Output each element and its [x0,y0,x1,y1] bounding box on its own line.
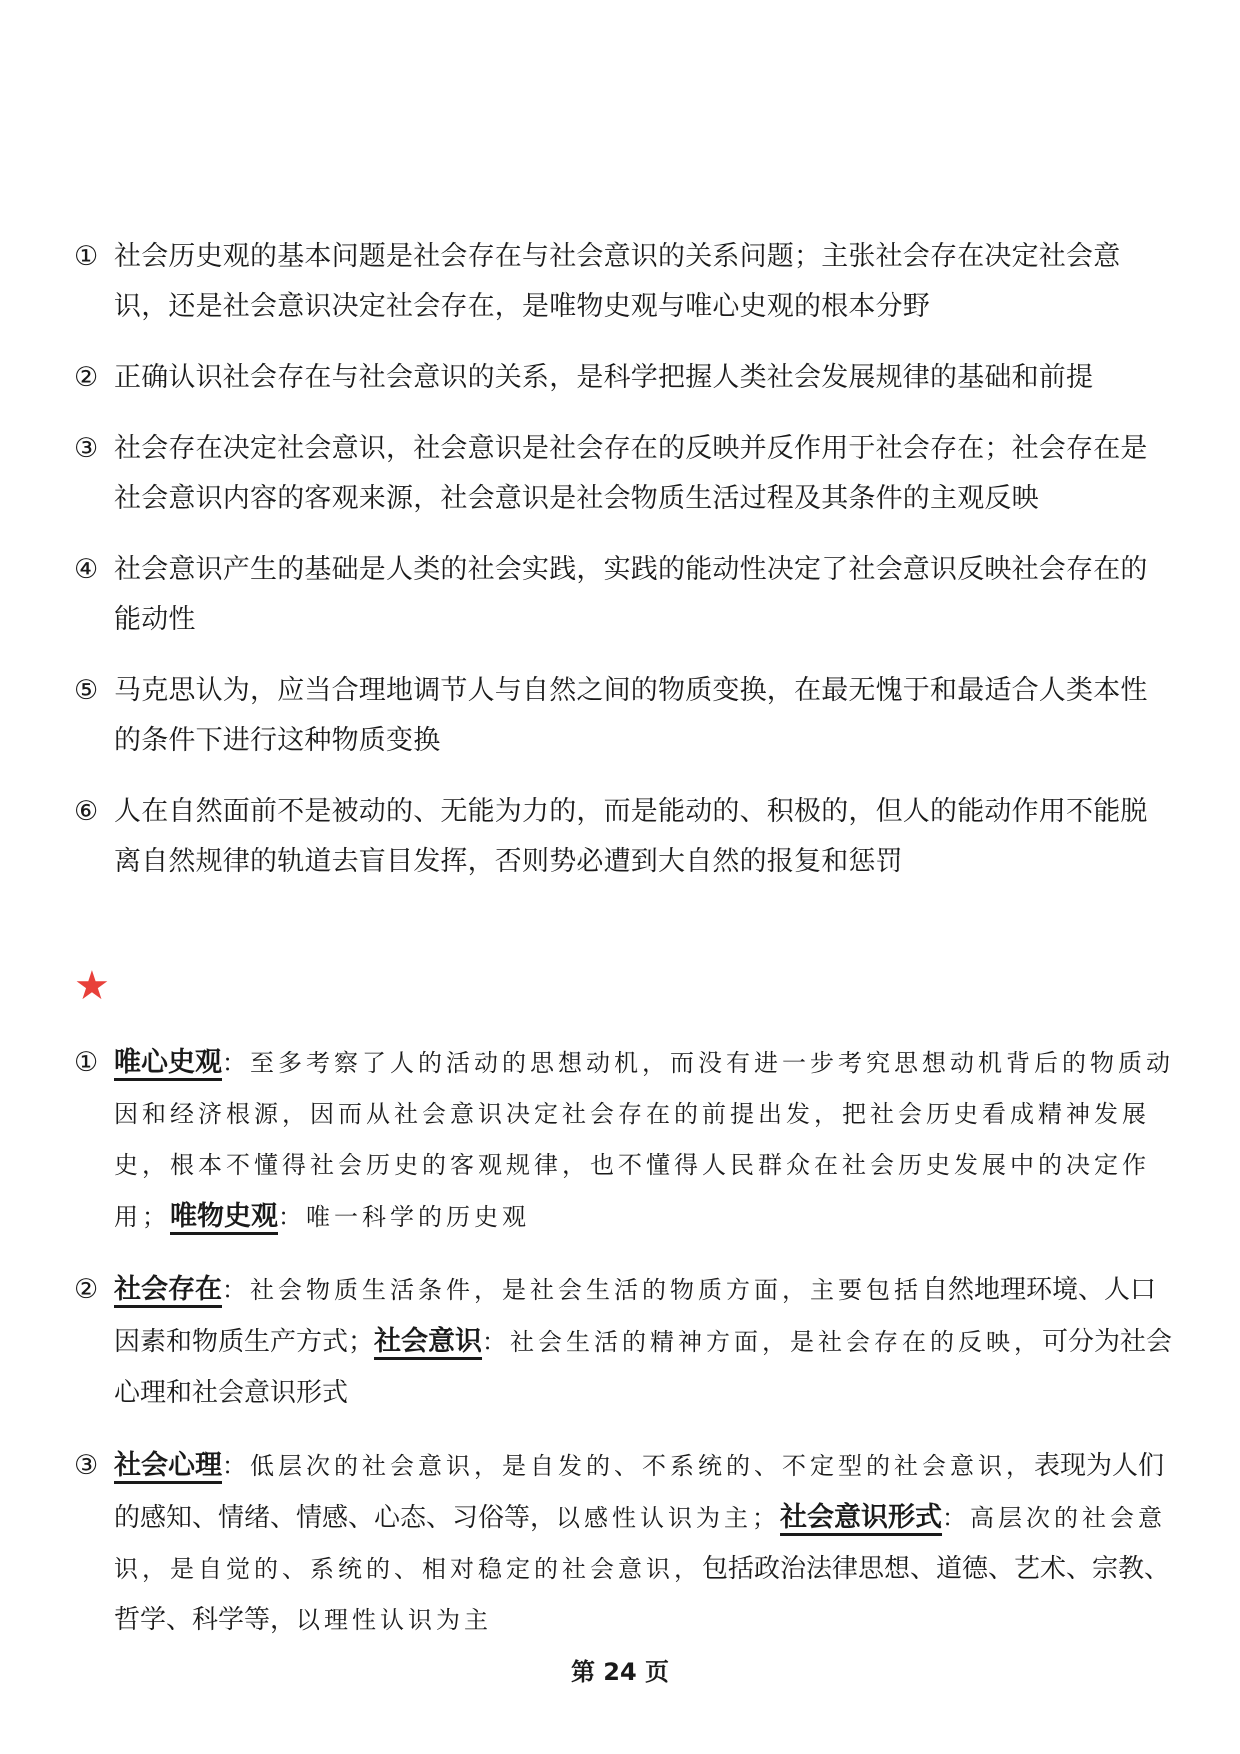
colon: ： [482,1328,511,1356]
item-text: 马克思认为，应当合理地调节人与自然之间的物质变换，在最无愧于和最适合人类本性的条件下进行这种物质变换 [114,675,1148,756]
definition-text: 低层次的社会意识，是自发的、不系统的、不定型的社会意识， [250,1452,1034,1480]
definitions-list [74,1037,1174,1667]
term-social-existence: 社会存在 [114,1274,222,1305]
definition-text: 包括政治法律思想、道德、艺术、宗教、哲学、科学等， [114,1554,1171,1635]
list-item [74,545,1174,645]
item-text: 正确认识社会存在与社会意识的关系，是科学把握人类社会发展规律的基础和前提 [114,362,1094,393]
definition-text: 社会物质生活条件，是社会生活的物质方面，主要包括 [250,1276,922,1304]
item-number: ① [74,241,99,272]
colon: ： [222,1276,250,1304]
definition-text: 唯一科学的历史观 [306,1203,530,1231]
colon: ： [222,1049,250,1077]
item-number: ③ [74,1450,99,1481]
definition-text: 表现为人们的感知、情绪、情感、心态、习俗等， [114,1451,1165,1533]
list-item [74,666,1174,766]
item-number: ④ [74,554,99,585]
item-number: ③ [74,433,99,464]
definition-item [74,1264,1174,1419]
item-number: ⑥ [74,796,99,827]
list-item [74,353,1174,403]
definition-text: 自然地理环境、人口因素和物质生产方式； [114,1275,1157,1357]
list-item [74,787,1174,887]
colon: ： [942,1504,971,1532]
definition-text: 以理性认识为主 [296,1606,493,1634]
item-number: ② [74,362,99,393]
item-text: 人在自然面前不是被动的、无能为力的，而是能动的、积极的，但人的能动作用不能脱离自然规律的轨道去盲目发挥，否则势必遭到大自然的报复和惩罚 [114,796,1148,877]
list-item [74,424,1174,524]
definition-text: 至多考察了人的活动的思想动机，而没有进一步考究思想动机背后的物质动因和经济根源，因而从社会意识决定社会存在的前提出发，把社会历史看成精神发展史，根本不懂得社会历史的客观规律，也不懂得人民群众在社会历史发展中的决定作用； [114,1049,1174,1231]
item-number: ① [74,1047,99,1078]
definition-text: 社会生活的精神方面，是社会存在的反映， [510,1328,1043,1356]
term-social-psychology: 社会心理 [114,1450,222,1481]
definition-text: 可分为社会心理和社会意识形式 [114,1327,1173,1408]
item-text: 社会存在决定社会意识，社会意识是社会存在的反映并反作用于社会存在；社会存在是社会意识内容的客观来源，社会意识是社会物质生活过程及其条件的主观反映 [114,433,1148,514]
key-points-list [74,232,1174,908]
item-number: ② [74,1274,99,1305]
definition-text: 以感性认识为主； [556,1504,781,1532]
definition-text: 高层次的社会意识，是自觉的、系统的、相对稳定的社会意识， [114,1504,1167,1583]
definition-item [74,1037,1174,1243]
list-item [74,232,1174,332]
item-text: 社会意识产生的基础是人类的社会实践，实践的能动性决定了社会意识反映社会存在的能动性 [114,554,1148,635]
page-number: 第 24 页 [570,1658,670,1686]
colon: ： [278,1203,306,1231]
term-idealist-history: 唯心史观 [114,1047,222,1078]
term-social-consciousness: 社会意识 [374,1326,483,1357]
item-text: 社会历史观的基本问题是社会存在与社会意识的关系问题；主张社会存在决定社会意识，还是社会意识决定社会存在，是唯物史观与唯心史观的根本分野 [114,241,1121,322]
term-forms-of-social-consciousness: 社会意识形式 [780,1502,943,1533]
term-materialist-history: 唯物史观 [170,1201,278,1232]
item-number: ⑤ [74,675,99,706]
colon: ： [222,1452,250,1480]
definition-item [74,1440,1174,1646]
star-icon: ★ [74,963,110,1009]
